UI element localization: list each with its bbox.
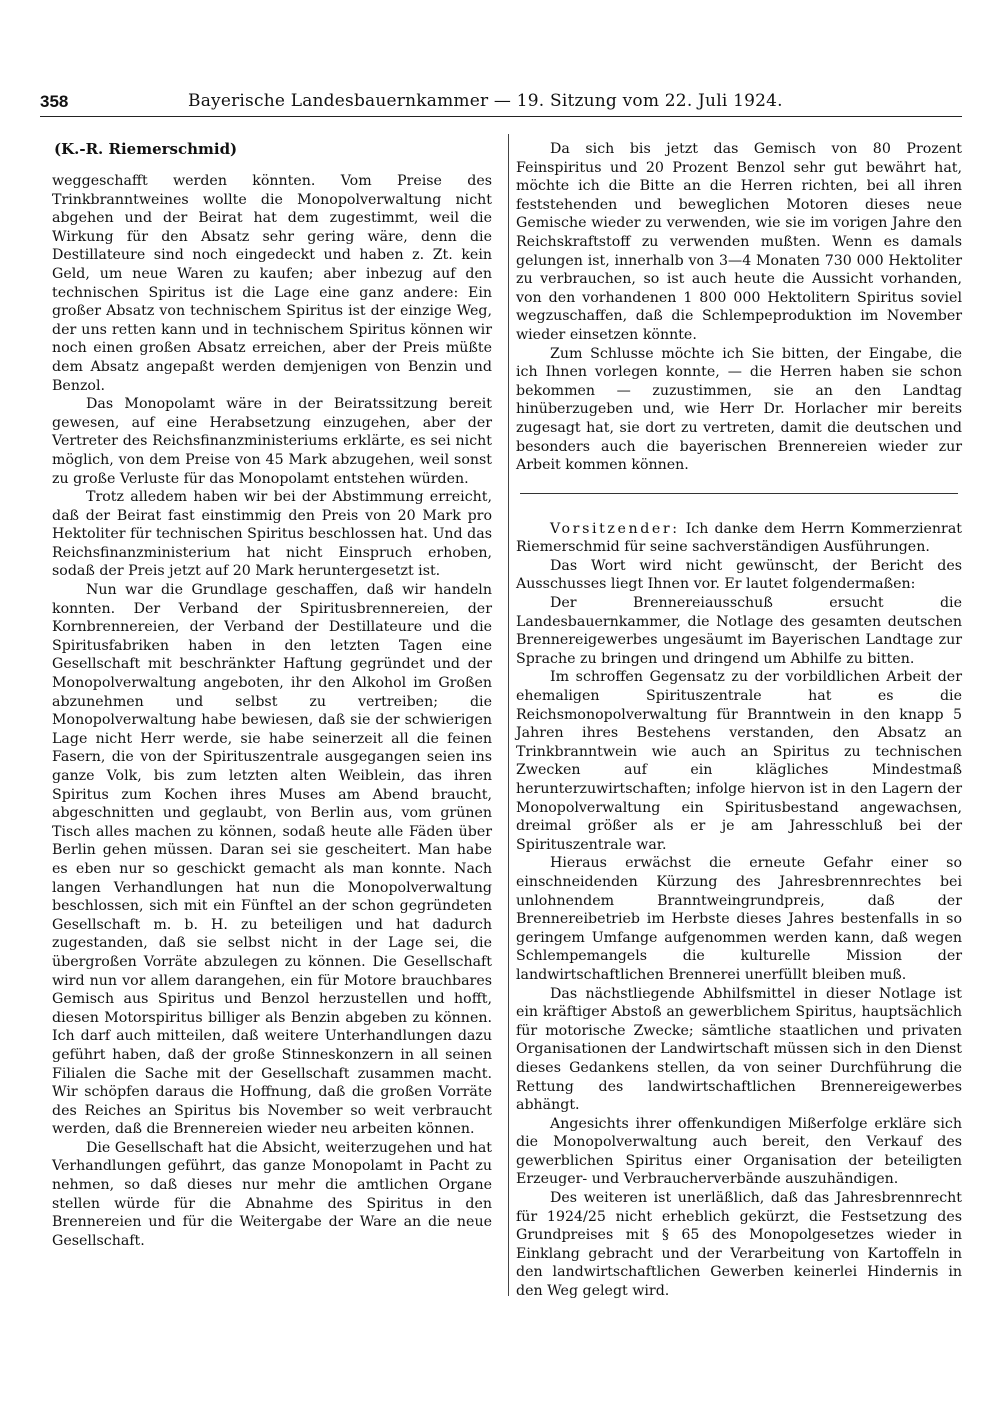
chair-paragraph <box>516 520 962 557</box>
paragraph: Das Monopolamt wäre in der Beiratssitzung bereit gewesen, auf eine Herabsetzung einzugehen, aber der Vertreter des Reichsfinanzministeriums erklärte, es sei nicht möglich, von dem Preise von 45 Mark abzugehen, weil sonst zu große Verluste für das Monopolamt entstehen würden. <box>52 396 492 487</box>
paragraph: Da sich bis jetzt das Gemisch von 80 Prozent Feinspiritus und 20 Prozent Benzol sehr gut bewährt hat, möchte ich die Bitte an die Herren richten, bei all ihren feststehenden und beweglichen Motoren dieses neue Gemische wieder zu verwenden, wie sie im vorigen Jahre den Reichskraftstoff zu verwenden mußten. Wenn es damals gelungen ist, innerhalb von 3—4 Monaten 730 000 Hektoliter zu verbrauchen, so ist auch heute die Aussicht vorhanden, von den vorhandenen 1 800 000 Hektolitern Spiritus soviel wegzuschaffen, daß die Schlempeproduktion im November wieder einsetzen könnte. <box>516 141 962 343</box>
paragraph: Trotz alledem haben wir bei der Abstimmung erreicht, daß der Beirat fast einstimmig den Preis von 20 Mark pro Hektoliter für technischen Spiritus beschlossen hat. Und das Reichsfinanzministerium hat nicht Einspruch erhoben, sodaß der Preis jetzt auf 20 Mark heruntergesetzt ist. <box>52 489 492 580</box>
chair-text: Ich danke dem Herrn Kommerzienrat Riemerschmid für seine sachverständigen Ausführungen. <box>516 520 962 556</box>
speaker-label: (K.-R. Riemerschmid) <box>54 140 238 158</box>
page-header <box>40 92 962 117</box>
paragraph: Zum Schlusse möchte ich Sie bitten, der Eingabe, die ich Ihnen vorlegen konnte, — die Herren haben sie schon bekommen — zuzustimmen, sie an den Landtag hinüberzugeben und, wie Herr Dr. Horlacher mir bereits zugesagt hat, sie dort zu vertreten, damit die deutschen und besonders auch die bayerischen Brennereien wieder zur Arbeit kommen können. <box>516 345 962 474</box>
paragraph: Hieraus erwächst die erneute Gefahr einer so einschneidenden Kürzung des Jahresbrennrechtes bei unlohnendem Branntweingrundpreis, daß der Brennereibetrieb im Herbste dieses Jahres bestenfalls in so geringem Umfange aufgenommen werden kann, daß wegen Schlempemangels die kulturelle Mission der landwirtschaftlichen Brennerei unerfüllt bleiben muß. <box>516 855 962 983</box>
paragraph: weggeschafft werden könnten. Vom Preise des Trinkbranntweines wollte die Monopolverwaltung nicht abgehen und der Beirat hat dem zugestimmt, weil die Wirkung für den Absatz sehr gering wäre, denn die Destillateure sind noch eingedeckt und haben z. Zt. kein Geld, um neue Waren zu kaufen; aber inbezug auf den technischen Spiritus ist die Lage eine ganz andere: Ein großer Absatz von technischem Spiritus ist der einzige Weg, der uns retten kann und in technischem Spiritus können wir noch einen großen Absatz erreichen, aber der Preis müßte dem Absatz angepaßt werden demjenigen von Benzin und Benzol. <box>52 173 492 394</box>
paragraph: Der Brennereiausschuß ersucht die Landesbauernkammer, die Notlage des gesamten deutschen Brennereigewerbes ungesäumt im Bayerischen Landtage zur Sprache zu bringen und dringend um Abhilfe zu bitten. <box>516 595 962 667</box>
paragraph: Nun war die Grundlage geschaffen, daß wir handeln konnten. Der Verband der Spiritusbrennereien, der Kornbrennereien, der Verband der Destillateure und die Spiritusfabriken haben in den letzten Tagen eine Gesellschaft mit beschränkter Haftung gegründet und der Monopolverwaltung angeboten, ihr den Alkohol im Großen abzunehmen und selbst zu vertreiben; die Monopolverwaltung habe bewiesen, daß sie der schwierigen Lage nicht Herr werde, sie habe seinerzeit all die feinen Fasern, die von der Spirituszentrale ausgegangen seien ins ganze Volk, bis zum letzten alten Weiblein, das ihren Spiritus zum Kochen ihres Muses am Abend braucht, abgeschnitten und geglaubt, von Berlin aus, vom grünen Tisch alles machen zu können, sodaß heute alle Fäden über Berlin gehen müssen. Daran sei sie gescheitert. Man habe es eben nur so geschickt gemacht als man konnte. Nach langen Verhandlungen hat nun die Monopolverwaltung beschlossen, sich mit ein Fünftel an der schon gegründeten Gesellschaft m. b. H. zu beteiligen und hat dadurch zugestanden, daß sie selbst nicht in der Lage sei, die übergroßen Vorräte abzulegen zu können. Die Gesellschaft wird nun vor allem darangehen, ein für Motore brauchbares Gemisch aus Spiritus und Benzol herzustellen und hofft, diesen Motorspiritus billiger als Benzin abgeben zu können. Ich darf auch mitteilen, daß weitere Unterhandlungen dazu geführt haben, daß der große Stinneskonzern in all seinen Filialen die Sache mit der Gesellschaft zusammen macht. Wir schöpfen daraus die Hoffnung, daß die großen Vorräte des Reiches an Spiritus bis November so weit verbraucht werden, daß die Brennereien wieder neu arbeiten können. <box>52 582 492 1138</box>
section-divider <box>520 493 958 494</box>
right-column <box>516 140 962 1301</box>
chair-label: Vorsitzender: <box>550 520 680 537</box>
paragraph: Die Gesellschaft hat die Absicht, weiterzugehen und hat Verhandlungen geführt, das ganze Monopolamt in Pacht zu nehmen, so daß dieses nur mehr die amtlichen Organe stellen würde für die Abnahme des Spiritus in den Brennereien und für die Weitergabe der Ware an die neue Gesellschaft. <box>52 1139 492 1249</box>
page-number: 358 <box>40 92 69 111</box>
paragraph: Angesichts ihrer offenkundigen Mißerfolge erkläre sich die Monopolverwaltung auch bereit, den Verkauf des gewerblichen Spiritus einer Organisation der beteiligten Erzeuger- und Verbraucherverbände auszuhändigen. <box>516 1115 962 1188</box>
paragraph: Das nächstliegende Abhilfsmittel in dieser Notlage ist ein kräftiger Abstoß an gewerblichem Spiritus, hauptsächlich für motorische Zwecke; sämtliche staatlichen und privaten Organisationen der Landwirtschaft müssen sich in den Dienst dieses Gedankens stellen, da von seiner Durchführung die Rettung des landwirtschaftlichen Brennereigewerbes abhängt. <box>516 985 962 1114</box>
running-head: Bayerische Landesbauernkammer — 19. Sitzung vom 22. Juli 1924. <box>188 91 783 111</box>
left-column <box>52 140 492 1250</box>
paragraph: Im schroffen Gegensatz zu der vorbildlichen Arbeit der ehemaligen Spirituszentrale hat es die Reichsmonopolverwaltung für Branntwein in den knapp 5 Jahren ihres Bestehens verstanden, den Absatz an Trinkbranntwein wie auch an Spiritus zu technischen Zwecken auf ein klägliches Mindestmaß herunterzuwirtschaften; infolge hiervon ist in den Lagern der Monopolverwaltung ein Spiritusbestand angewachsen, dreimal größer als er je am Jahresschluß bei der Spirituszentrale war. <box>516 669 962 853</box>
paragraph: Das Wort wird nicht gewünscht, der Bericht des Ausschusses liegt Ihnen vor. Er lautet folgendermaßen: <box>516 557 962 593</box>
column-divider <box>508 134 509 1296</box>
paragraph: Des weiteren ist unerläßlich, daß das Jahresbrennrecht für 1924/25 nicht erheblich gekürzt, die Festsetzung des Grundpreises mit § 65 des Monopolgesetzes wieder in Einklang gebracht und der Verarbeitung von Kartoffeln in den landwirtschaftlichen Gewerben keinerlei Hindernis in den Weg gelegt wird. <box>516 1190 962 1300</box>
